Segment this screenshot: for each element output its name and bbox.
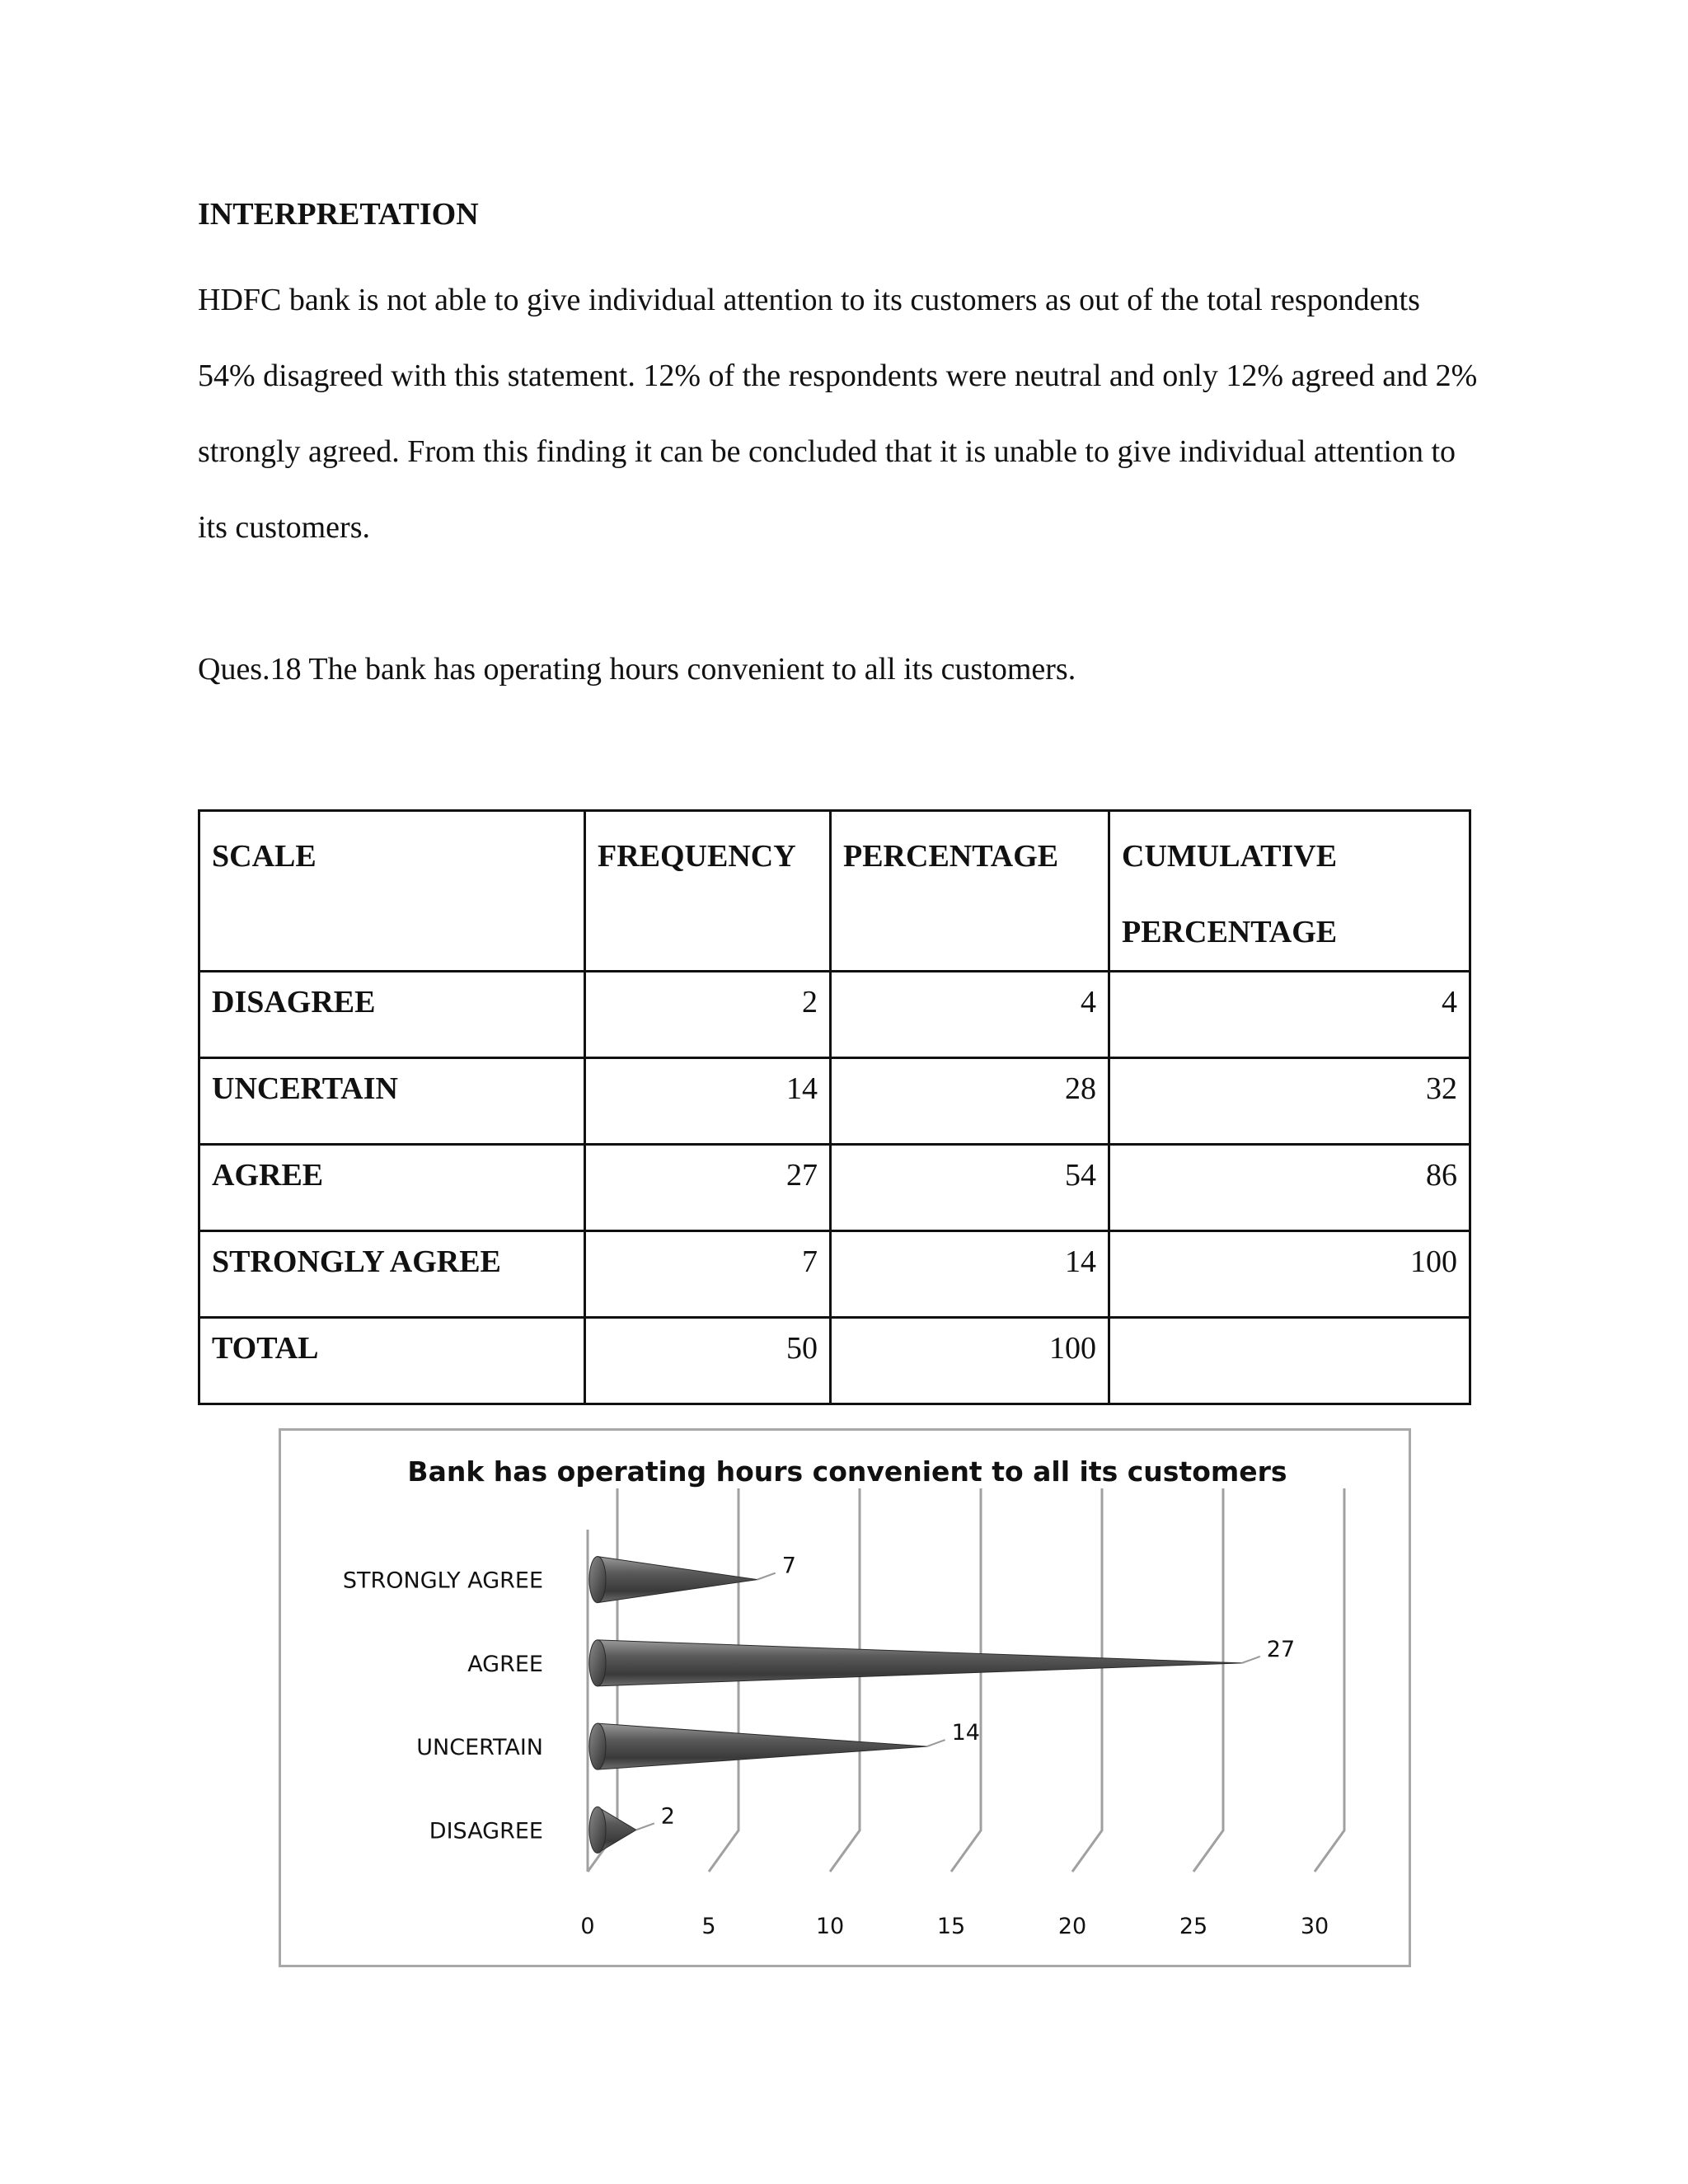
chart-cones [589,1557,1260,1854]
gridline [1072,1488,1102,1872]
table-row [199,1145,1470,1231]
cell-frequency: 14 [585,1058,831,1145]
cell-scale: STRONGLY AGREE [199,1231,585,1318]
leader-line [636,1823,654,1830]
leader-line [927,1740,945,1746]
table-header-row [199,811,1470,972]
cell-cumulative: 4 [1109,972,1470,1058]
data-label: 2 [660,1803,675,1830]
cone-base [589,1723,606,1769]
cell-cumulative [1109,1318,1470,1404]
interpretation-paragraph: HDFC bank is not able to give individual attention to its customers as out of the total respondents 54% disagreed with this statement. 12% of the respondents were neutral and only 12% agreed and 2% strongly agreed. From this finding it can be concluded that it is unable to give individual attention to its customers. [198,283,1478,545]
category-label: UNCERTAIN [416,1735,543,1761]
cell-percentage: 28 [831,1058,1109,1145]
gridline [951,1488,981,1872]
y-axis-category-labels [343,1568,543,1844]
cell-cumulative: 86 [1109,1145,1470,1231]
cell-frequency: 50 [585,1318,831,1404]
x-tick-label: 0 [580,1914,595,1939]
header-scale: SCALE [199,811,585,972]
x-tick-label: 20 [1057,1914,1087,1939]
gridline [1193,1488,1223,1872]
x-tick-label: 15 [936,1914,966,1939]
frequency-table [198,809,1471,1405]
cell-cumulative: 100 [1109,1231,1470,1318]
interpretation-heading: INTERPRETATION [198,197,479,232]
cell-frequency: 7 [585,1231,831,1318]
cone-base [589,1640,606,1686]
x-tick-label: 5 [701,1914,716,1939]
gridline [1315,1488,1344,1872]
leader-line [1242,1657,1260,1663]
cone-bar-chart [281,1431,1414,1970]
x-tick-label: 10 [815,1914,845,1939]
header-frequency: FREQUENCY [585,811,831,972]
category-label: AGREE [467,1651,543,1677]
data-labels [661,1554,1295,1830]
chart-frame [279,1428,1411,1967]
leader-line [757,1573,776,1580]
header-cumulative: CUMULATIVE PERCENTAGE [1109,811,1470,972]
cell-percentage: 4 [831,972,1109,1058]
table-row [199,1318,1470,1404]
cell-percentage: 100 [831,1318,1109,1404]
data-label: 14 [951,1720,980,1746]
cell-frequency: 27 [585,1145,831,1231]
cone-bar [598,1557,757,1603]
cell-scale: UNCERTAIN [199,1058,585,1145]
question-text: Ques.18 The bank has operating hours convenient to all its customers. [198,652,1076,687]
cell-scale: TOTAL [199,1318,585,1404]
cone-base [589,1807,606,1853]
gridline [830,1488,860,1872]
table-row [199,1231,1470,1318]
data-label: 7 [781,1553,796,1579]
cone-bar [598,1723,927,1769]
cell-percentage: 14 [831,1231,1109,1318]
cell-frequency: 2 [585,972,831,1058]
cone-base [589,1557,606,1603]
table-row [199,1058,1470,1145]
x-axis-tick-labels [580,1914,1329,1939]
table-row [199,972,1470,1058]
cell-cumulative: 32 [1109,1058,1470,1145]
category-label: DISAGREE [429,1818,543,1844]
cell-scale: DISAGREE [199,972,585,1058]
x-tick-label: 30 [1300,1914,1329,1939]
cell-percentage: 54 [831,1145,1109,1231]
header-percentage: PERCENTAGE [831,811,1109,972]
category-label: STRONGLY AGREE [342,1568,543,1594]
chart-title: Bank has operating hours convenient to all its customers [407,1455,1287,1488]
x-tick-label: 25 [1179,1914,1208,1939]
cone-bar [598,1640,1242,1686]
data-label: 27 [1266,1636,1296,1662]
cell-scale: AGREE [199,1145,585,1231]
